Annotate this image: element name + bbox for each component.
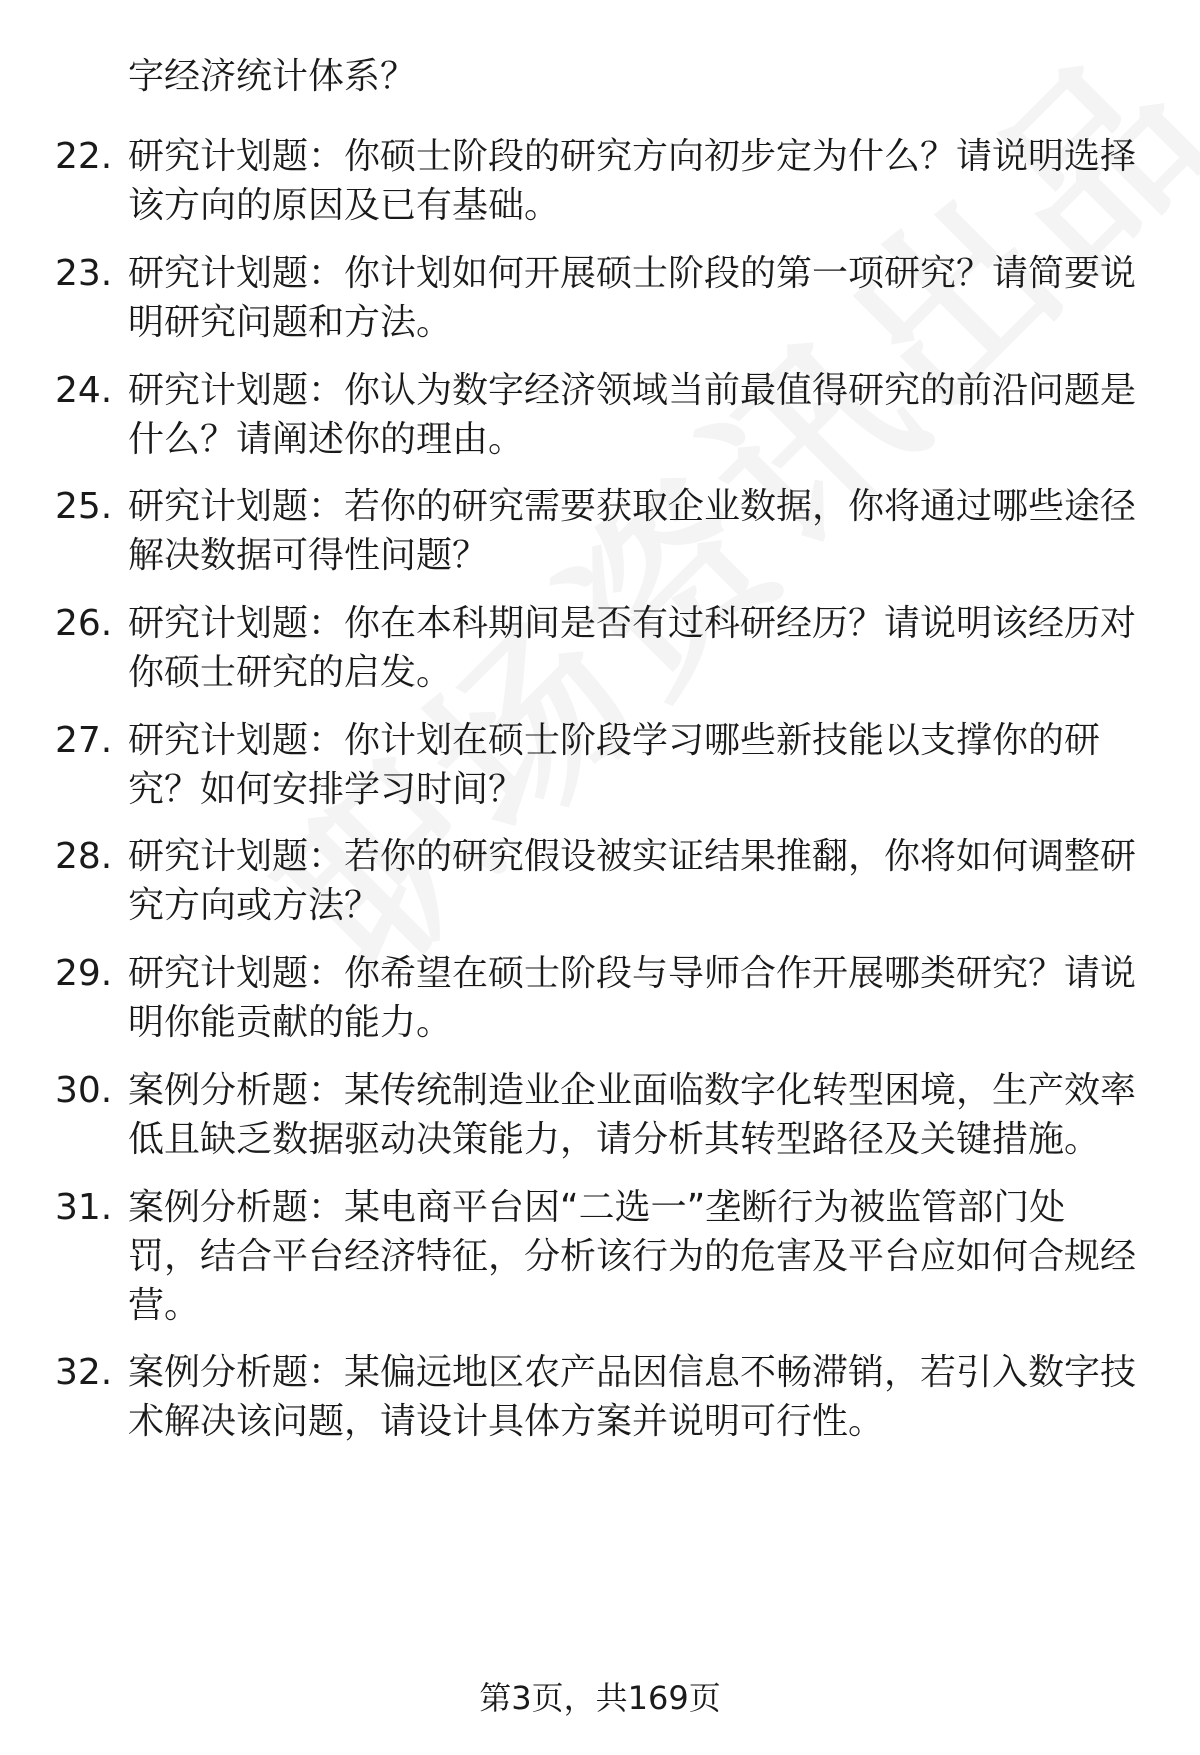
question-number: 29. — [55, 953, 113, 994]
question-number: 24. — [55, 370, 113, 411]
question-text — [128, 1348, 1138, 1446]
question-line: 低且缺乏数据驱动决策能力，请分析其转型路径及关键措施。 — [128, 1119, 1101, 1160]
page-footer: 第3页，共169页 — [479, 1679, 721, 1717]
question-number: 30. — [55, 1070, 113, 1111]
question-line: 术解决该问题，请设计具体方案并说明可行性。 — [128, 1401, 885, 1442]
question-number: 28. — [55, 836, 113, 877]
question-line: 解决数据可得性问题？ — [128, 535, 489, 576]
question-line: 罚，结合平台经济特征，分析该行为的危害及平台应如何合规经 — [128, 1236, 1137, 1277]
question-line: 字经济统计体系？ — [128, 56, 417, 97]
question-number: 32. — [55, 1352, 113, 1393]
question-text — [128, 599, 1138, 697]
question-text — [128, 366, 1138, 464]
question-number: 27. — [55, 720, 113, 761]
question-line: 研究计划题：你计划如何开展硕士阶段的第一项研究？请简要说 — [128, 253, 1137, 294]
question-line: 研究计划题：你认为数字经济领域当前最值得研究的前沿问题是 — [128, 370, 1137, 411]
question-line: 研究计划题：你在本科期间是否有过科研经历？请说明该经历对 — [128, 603, 1137, 644]
question-line: 什么？请阐述你的理由。 — [128, 419, 525, 460]
question-text — [128, 832, 1138, 930]
question-line: 案例分析题：某偏远地区农产品因信息不畅滞销，若引入数字技 — [128, 1352, 1137, 1393]
question-number: 25. — [55, 486, 113, 527]
question-line: 研究计划题：你希望在硕士阶段与导师合作开展哪类研究？请说 — [128, 953, 1137, 994]
question-line: 明你能贡献的能力。 — [128, 1002, 453, 1043]
question-text — [128, 1183, 1138, 1330]
question-line: 研究计划题：若你的研究需要获取企业数据，你将通过哪些途径 — [128, 486, 1137, 527]
question-number: 22. — [55, 136, 113, 177]
question-line: 明研究问题和方法。 — [128, 302, 453, 343]
question-line: 案例分析题：某电商平台因“二选一”垄断行为被监管部门处 — [128, 1187, 1066, 1228]
question-line: 营。 — [128, 1285, 201, 1326]
question-line: 案例分析题：某传统制造业企业面临数字化转型困境，生产效率 — [128, 1070, 1137, 1111]
question-line: 究？如何安排学习时间？ — [128, 769, 525, 810]
question-line: 你硕士研究的启发。 — [128, 652, 453, 693]
question-number: 26. — [55, 603, 113, 644]
question-line: 究方向或方法？ — [128, 885, 381, 926]
question-line: 研究计划题：若你的研究假设被实证结果推翻，你将如何调整研 — [128, 836, 1137, 877]
question-line: 该方向的原因及已有基础。 — [128, 185, 561, 226]
question-text — [128, 249, 1138, 347]
question-number: 23. — [55, 253, 113, 294]
question-text — [128, 949, 1138, 1047]
question-text — [128, 482, 1138, 580]
question-line: 研究计划题：你计划在硕士阶段学习哪些新技能以支撑你的研 — [128, 720, 1101, 761]
question-text — [128, 52, 1138, 101]
question-line: 研究计划题：你硕士阶段的研究方向初步定为什么？请说明选择 — [128, 136, 1137, 177]
question-text — [128, 132, 1138, 230]
question-text — [128, 716, 1138, 814]
question-number: 31. — [55, 1187, 113, 1228]
question-text — [128, 1066, 1138, 1164]
